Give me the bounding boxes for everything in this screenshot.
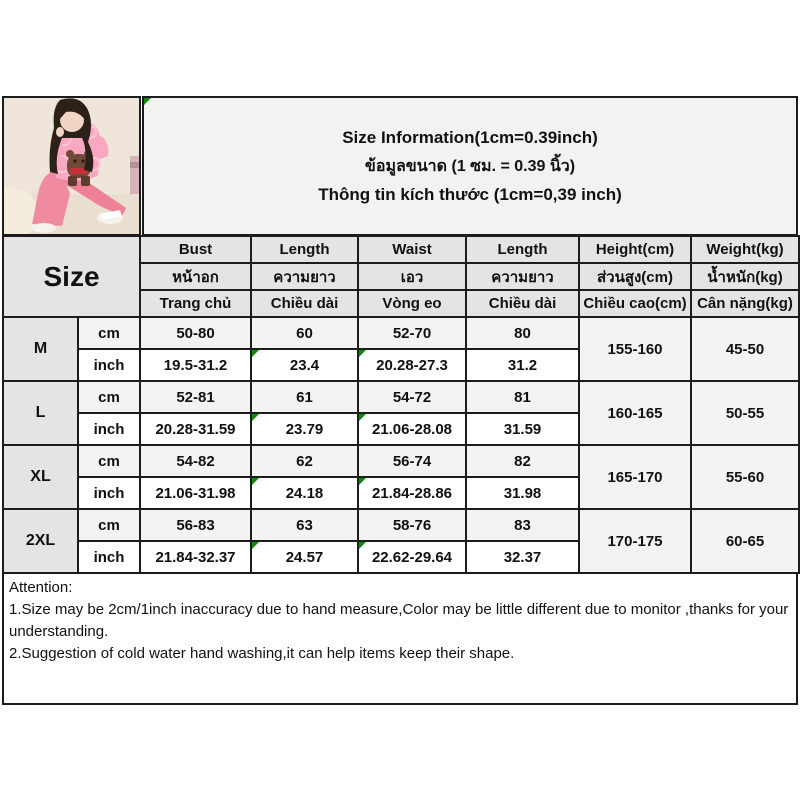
header-bust-en: Bust — [140, 236, 251, 263]
cell-xl-cm-bust: 54-82 — [140, 445, 251, 477]
cell-l-cm-length2: 81 — [466, 381, 579, 413]
cell-m-inch-length2: 31.2 — [466, 349, 579, 381]
unit-label-inch: inch — [78, 349, 140, 381]
header-length2-en: Length — [466, 236, 579, 263]
cell-l-inch-waist: 21.06-28.08 — [358, 413, 466, 445]
cell-2xl-inch-bust: 21.84-32.37 — [140, 541, 251, 573]
cell-2xl-cm-length: 63 — [251, 509, 358, 541]
cell-xl-cm-length: 62 — [251, 445, 358, 477]
cell-m-inch-bust: 19.5-31.2 — [140, 349, 251, 381]
cell-l-inch-bust: 20.28-31.59 — [140, 413, 251, 445]
attention-line-1: 1.Size may be 2cm/1inch inaccuracy due to hand measure,Color may be little different due to monitor ,thanks for your understanding. — [9, 601, 789, 640]
size-chart-sheet — [2, 96, 798, 705]
unit-label-inch: inch — [78, 413, 140, 445]
attention-heading: Attention: — [9, 579, 73, 596]
cell-l-height: 160-165 — [579, 381, 691, 445]
cell-2xl-inch-waist: 22.62-29.64 — [358, 541, 466, 573]
cell-m-cm-waist: 52-70 — [358, 317, 466, 349]
header-bust-th: หน้าอก — [140, 263, 251, 290]
cell-xl-cm-waist: 56-74 — [358, 445, 466, 477]
size-row-label-m: M — [3, 317, 78, 381]
size-table — [2, 235, 800, 574]
cell-l-cm-length: 61 — [251, 381, 358, 413]
cell-xl-weight: 55-60 — [691, 445, 799, 509]
cell-l-inch-length2: 31.59 — [466, 413, 579, 445]
header-waist-vn: Vòng eo — [358, 290, 466, 317]
size-row-label-2xl: 2XL — [3, 509, 78, 573]
header-length2-vn: Chiều dài — [466, 290, 579, 317]
cell-m-cm-length: 60 — [251, 317, 358, 349]
cell-xl-inch-waist: 21.84-28.86 — [358, 477, 466, 509]
header-length-vn: Chiều dài — [251, 290, 358, 317]
cell-m-cm-bust: 50-80 — [140, 317, 251, 349]
cell-xl-inch-bust: 21.06-31.98 — [140, 477, 251, 509]
header-length2-th: ความยาว — [466, 263, 579, 290]
unit-label-cm: cm — [78, 445, 140, 477]
header-weight-th: น้ำหนัก(kg) — [691, 263, 799, 290]
cell-l-cm-waist: 54-72 — [358, 381, 466, 413]
header-bust-vn: Trang chủ — [140, 290, 251, 317]
title-english: Size Information(1cm=0.39inch) — [342, 127, 598, 147]
header-length-en: Length — [251, 236, 358, 263]
attention-line-2: 2.Suggestion of cold water hand washing,it can help items keep their shape. — [9, 645, 515, 662]
cell-m-height: 155-160 — [579, 317, 691, 381]
cell-xl-inch-length: 24.18 — [251, 477, 358, 509]
cell-xl-inch-length2: 31.98 — [466, 477, 579, 509]
cell-xl-cm-length2: 82 — [466, 445, 579, 477]
cell-m-inch-waist: 20.28-27.3 — [358, 349, 466, 381]
header-waist-th: เอว — [358, 263, 466, 290]
cell-2xl-inch-length: 24.57 — [251, 541, 358, 573]
attention-note — [2, 574, 798, 705]
cell-2xl-weight: 60-65 — [691, 509, 799, 573]
unit-label-inch: inch — [78, 477, 140, 509]
cell-2xl-cm-waist: 58-76 — [358, 509, 466, 541]
unit-label-inch: inch — [78, 541, 140, 573]
header-height-th: ส่วนสูง(cm) — [579, 263, 691, 290]
unit-label-cm: cm — [78, 317, 140, 349]
header-height-en: Height(cm) — [579, 236, 691, 263]
header-height-vn: Chiều cao(cm) — [579, 290, 691, 317]
cell-2xl-inch-length2: 32.37 — [466, 541, 579, 573]
title-vietnamese: Thông tin kích thước (1cm=0,39 inch) — [318, 184, 622, 204]
product-photo — [2, 96, 141, 236]
cell-2xl-cm-length2: 83 — [466, 509, 579, 541]
size-table-corner-label: Size — [3, 236, 140, 317]
header-length-th: ความยาว — [251, 263, 358, 290]
product-photo-illustration — [4, 98, 139, 234]
cell-l-inch-length: 23.79 — [251, 413, 358, 445]
title-thai: ข้อมูลขนาด (1 ซม. = 0.39 นิ้ว) — [364, 157, 576, 175]
cell-m-inch-length: 23.4 — [251, 349, 358, 381]
header-weight-vn: Cân nặng(kg) — [691, 290, 799, 317]
unit-label-cm: cm — [78, 381, 140, 413]
size-info-title-block — [142, 96, 798, 236]
cell-l-weight: 50-55 — [691, 381, 799, 445]
cell-2xl-cm-bust: 56-83 — [140, 509, 251, 541]
unit-label-cm: cm — [78, 509, 140, 541]
cell-m-cm-length2: 80 — [466, 317, 579, 349]
size-row-label-l: L — [3, 381, 78, 445]
cell-l-cm-bust: 52-81 — [140, 381, 251, 413]
header-row — [2, 96, 798, 236]
cell-xl-height: 165-170 — [579, 445, 691, 509]
header-weight-en: Weight(kg) — [691, 236, 799, 263]
cell-m-weight: 45-50 — [691, 317, 799, 381]
header-waist-en: Waist — [358, 236, 466, 263]
size-row-label-xl: XL — [3, 445, 78, 509]
cell-2xl-height: 170-175 — [579, 509, 691, 573]
